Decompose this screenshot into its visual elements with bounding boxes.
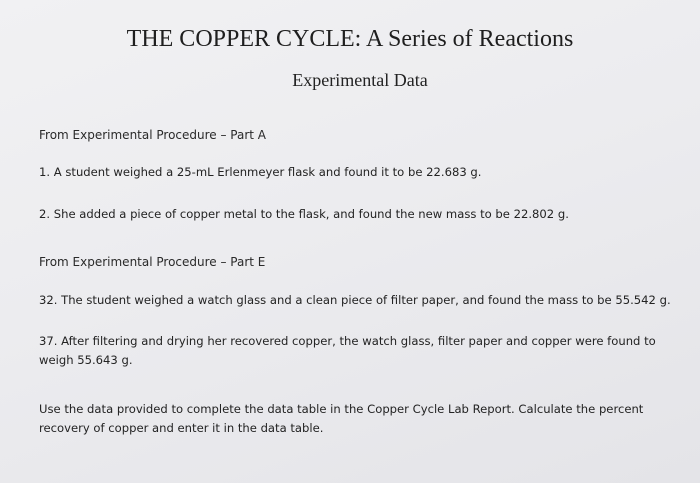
document-subtitle: Experimental Data [292,70,428,90]
data-item-32: 32. The student weighed a watch glass and a clean piece of filter paper, and found the mass to be 55.542 g. [39,293,671,307]
document-title: THE COPPER CYCLE: A Series of Reactions [126,26,574,52]
data-item-37: 37. After filtering and drying her recovered copper, the watch glass, filter paper and copper were found to weigh 55.643 g. [39,334,656,367]
instructions-text: Use the data provided to complete the data table in the Copper Cycle Lab Report. Calculate the percent recovery of copper and enter it in the data table. [39,402,644,435]
data-item-2: 2. She added a piece of copper metal to the flask, and found the new mass to be 22.802 g. [39,207,569,221]
data-item-1: 1. A student weighed a 25-mL Erlenmeyer flask and found it to be 22.683 g. [39,165,482,179]
part-a-heading: From Experimental Procedure – Part A [39,128,267,142]
part-e-heading: From Experimental Procedure – Part E [39,255,266,269]
